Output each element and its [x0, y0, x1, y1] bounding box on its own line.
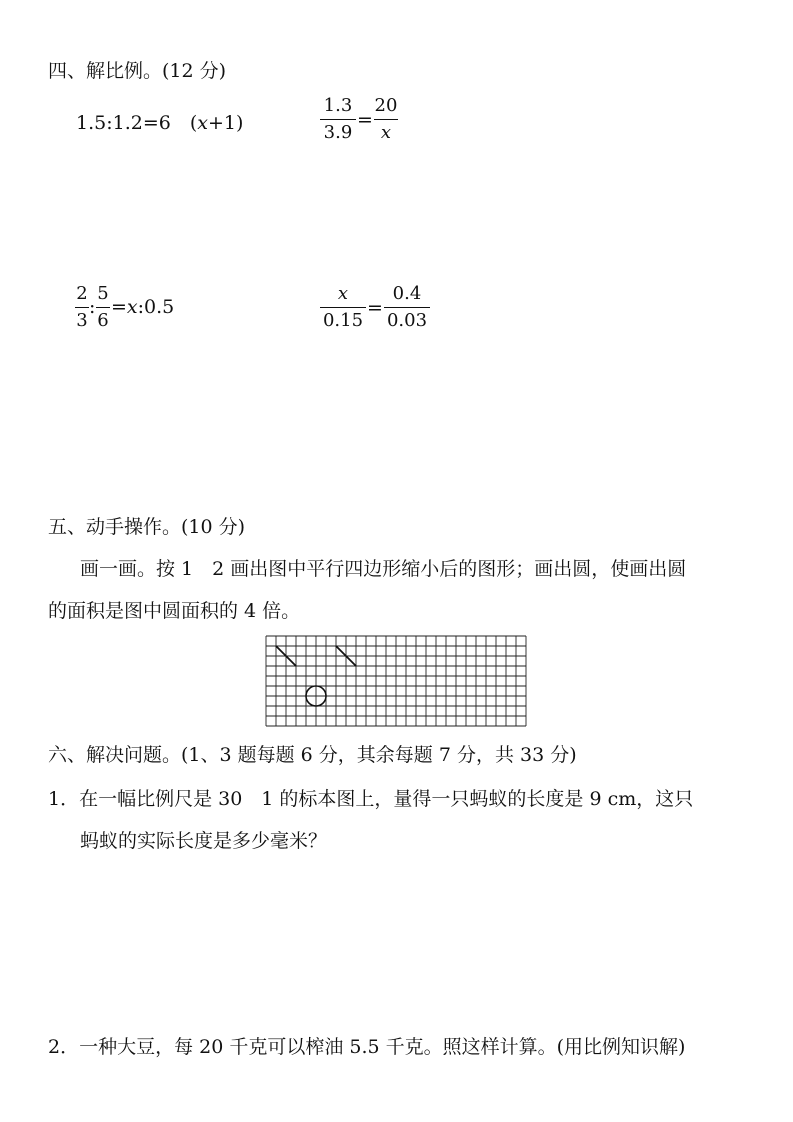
- grid-lines: [266, 636, 526, 726]
- question-2-line1: 2．一种大豆，每 20 千克可以榨油 5.5 千克。照这样计算。(用比例知识解): [48, 1036, 686, 1058]
- fraction-bar: [320, 307, 366, 308]
- fraction-bar: [384, 307, 430, 308]
- equation-4-equals: =: [367, 297, 383, 319]
- equation-2-numerator-right: 20: [374, 95, 398, 116]
- equation-3-denominator-a: 3: [76, 310, 88, 331]
- question-1-line1: 1．在一幅比例尺是 30 1 的标本图上，量得一只蚂蚁的长度是 9 cm，这只: [48, 788, 694, 810]
- equation-2-denominator-right: x: [380, 122, 392, 143]
- section4-heading: 四、解比例。(12 分): [48, 60, 227, 82]
- equation-3-colon: :: [89, 296, 96, 318]
- equation-2-fraction-left: [320, 96, 356, 143]
- equation-3-rhs: [111, 296, 174, 318]
- section5-instruction-line1: 画一画。按 1 2 画出图中平行四边形缩小后的图形；画出圆，使画出圆: [80, 558, 687, 580]
- equation-2-numerator-left: 1.3: [323, 95, 353, 116]
- equation-1-text: 1.5:1.2=6 (: [76, 112, 198, 134]
- equation-3-denominator-b: 6: [97, 310, 109, 331]
- equation-4-fraction-right: [384, 284, 430, 331]
- fraction-bar: [75, 307, 89, 308]
- equation-3-equals: =: [111, 296, 127, 318]
- equation-4-numerator-left: x: [337, 283, 349, 304]
- equation-4-denominator-right: 0.03: [386, 310, 428, 331]
- equation-3-tail: :0.5: [137, 296, 175, 318]
- equation-4-fraction-left: [320, 284, 366, 331]
- section5-instruction-line2: 的面积是图中圆面积的 4 倍。: [48, 600, 301, 622]
- equation-3-fraction-b: [96, 284, 110, 331]
- equation-1: [76, 108, 243, 135]
- equation-3-fraction-a: [75, 284, 89, 331]
- fraction-bar: [374, 119, 398, 120]
- question-1-line2: 蚂蚁的实际长度是多少毫米？: [80, 830, 328, 852]
- equation-2-denominator-left: 3.9: [323, 122, 353, 143]
- section6-heading: 六、解决问题。(1、3 题每题 6 分，其余每题 7 分，共 33 分): [48, 744, 577, 766]
- equation-3-variable: x: [126, 296, 138, 318]
- section5-heading: 五、动手操作。(10 分): [48, 516, 246, 538]
- fraction-bar: [96, 307, 110, 308]
- equation-3-numerator-a: 2: [76, 283, 88, 304]
- equation-4-numerator-right: 0.4: [392, 283, 422, 304]
- equation-1-tail: +1): [207, 112, 244, 134]
- fraction-bar: [320, 119, 356, 120]
- equation-1-variable: x: [197, 112, 208, 134]
- equation-4-denominator-left: 0.15: [322, 310, 364, 331]
- equation-2-fraction-right: [374, 96, 398, 143]
- equation-2-equals: =: [357, 109, 373, 131]
- equation-3-numerator-b: 5: [97, 283, 109, 304]
- grid-figure: [265, 635, 527, 728]
